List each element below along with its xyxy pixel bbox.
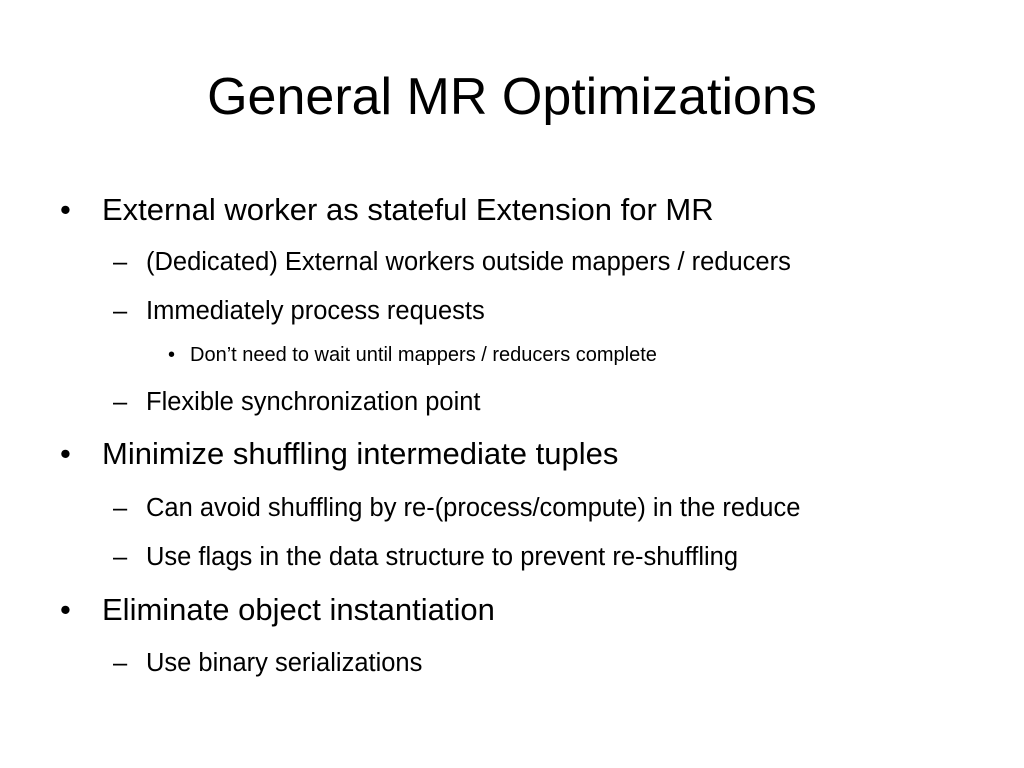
sub-bullet-marker: – [113,649,128,677]
sub-bullet-marker: – [113,543,128,571]
bullet-marker: • [60,192,71,227]
slide-title: General MR Optimizations [207,68,817,126]
sub-bullet-text: Can avoid shuffling by re-(process/compute) in the reduce [146,494,801,522]
sub-bullet-marker: – [113,494,128,522]
sub-bullet-text: Flexible synchronization point [146,388,481,416]
sub-bullet-marker: – [113,297,128,325]
bullet-marker: • [60,592,71,627]
sub-sub-bullet-marker: • [168,344,176,366]
bullet-marker: • [60,436,71,471]
sub-bullet-marker: – [113,388,128,416]
sub-bullet-text: Use flags in the data structure to prevent re-shuffling [146,543,739,571]
sub-bullet-text: (Dedicated) External workers outside mappers / reducers [146,248,791,276]
sub-bullet-text: Use binary serializations [146,649,423,677]
bullet-text: Eliminate object instantiation [102,592,495,627]
bullet-text: Minimize shuffling intermediate tuples [102,436,619,471]
bullet-text: External worker as stateful Extension for MR [102,192,714,227]
sub-sub-bullet-text: Don’t need to wait until mappers / reducers complete [190,344,657,366]
sub-bullet-marker: – [113,248,128,276]
sub-bullet-text: Immediately process requests [146,297,485,325]
